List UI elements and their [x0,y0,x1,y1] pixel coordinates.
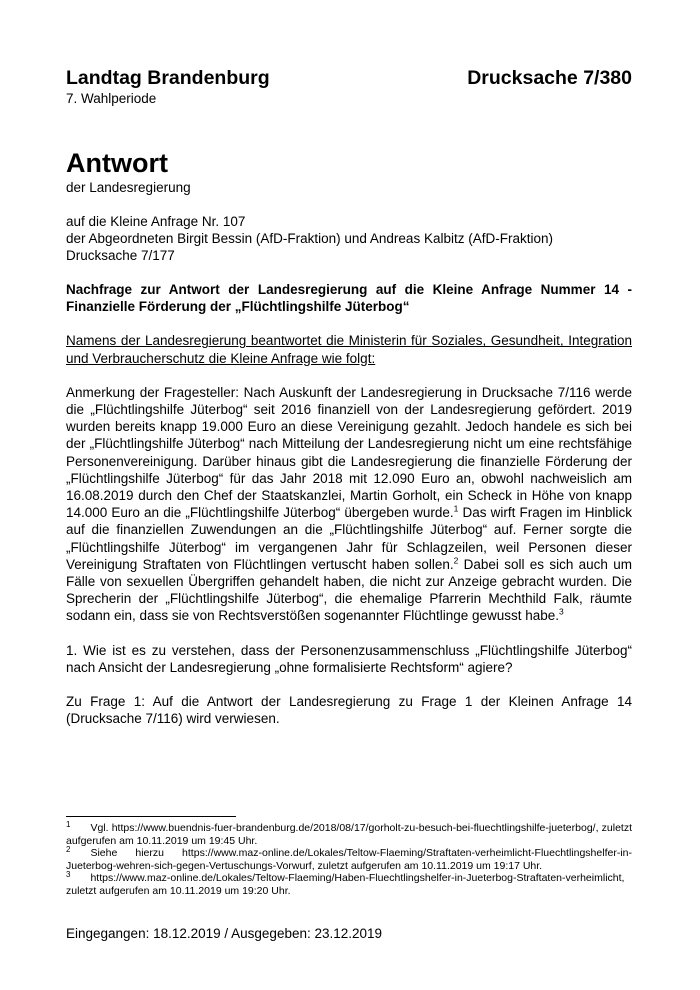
document-title: Antwort [66,148,168,178]
footnotes [66,819,632,898]
received-issued-dates: Eingegangen: 18.12.2019 / Ausgegeben: 23.12.2019 [66,926,383,941]
legislative-period: 7. Wahlperiode [66,91,157,106]
remark-part-3: Dabei soll es sich auch um Fälle von sexuellen Übergriffen gehandelt haben, die nicht zur Anzeige gebracht wurden. Die Sprecherin der „Flüchtlingshilfe Jüterbog“, die ehemalige Pfarrerin Mechthild Falk, räumte sodann ein, dass sie von Rechtsverstößen sogenannter Flüchtlinge gewusst habe. [66,556,632,624]
questioner-remark [66,384,632,625]
remark-part-2: Das wirft Fragen im Hinblick auf die finanziellen Zuwendungen an die „Flüchtlingshilfe Jüterbog“ auf. Ferner sorgte die „Flüchtlingshilfe Jüterbog“ im vergangenen Jahr für Schlagzeilen, weil Personen dieser Vereinigung Straftaten von Flüchtlingen vertuscht haben sollen. [66,505,632,572]
document-subtitle: der Landesregierung [66,180,191,195]
footnote: $^3$ https://www.maz-online.de/Lokales/Teltow-Flaeming/Haben-Fluechtlingshelfer-in-Jueterbog-Straftaten-verheimlicht, zuletzt aufgerufen am 10.11.2019 um 19:20 Uhr. [66,869,625,897]
intro-statement: Namens der Landesregierung beantwortet die Ministerin für Soziales, Gesundheit, Integration und Verbraucherschutz die Kleine Anfrage wie folgt: [66,333,632,366]
document-header [66,66,632,90]
document-page [66,66,632,727]
footnote-ref-1: 1 [453,503,459,514]
inquiry-print-number: Drucksache 7/177 [66,248,175,263]
footnote-ref-2: 2 [453,555,459,566]
footnote: $^2$ Siehe hierzu https://www.maz-online.de/Lokales/Teltow-Flaeming/Straftaten-verheimlicht-Fluechtlingshelfer-in-Jueterbog-wehren-sich-gegen-Vertuschungs-Vorwurf, zuletzt aufgerufen am 10.11.2019 um 19:17 Uhr. [66,844,632,872]
footnote-ref-3: 3 [559,606,564,617]
question-1: 1. Wie ist es zu verstehen, dass der Personenzusammenschluss „Flüchtlingshilfe Jüterbog“ nach Ansicht der Landesregierung „ohne formalisierte Rechtsform“ agiere? [66,642,632,675]
footnote-separator [66,816,236,817]
parliament-name: Landtag Brandenburg [66,67,270,89]
answer-1: Zu Frage 1: Auf die Antwort der Landesregierung zu Frage 1 der Kleinen Anfrage 14 (Drucksache 7/116) wird verwiesen. [66,694,632,727]
subject-heading: Nachfrage zur Antwort der Landesregierung auf die Kleine Anfrage Nummer 14 - Finanzielle Förderung der „Flüchtlingshilfe Jüterbog“ [66,282,632,315]
inquiry-authors: der Abgeordneten Birgit Bessin (AfD-Fraktion) und Andreas Kalbitz (AfD-Fraktion) [66,231,553,246]
inquiry-reference: auf die Kleine Anfrage Nr. 107 [66,214,246,229]
footnote: $^1$ Vgl. https://www.buendnis-fuer-brandenburg.de/2018/08/17/gorholt-zu-besuch-bei-fluechtlingshilfe-jueterbog/, zuletzt aufgerufen am 10.11.2019 um 19:45 Uhr. [66,819,632,847]
remark-part-1: Anmerkung der Fragesteller: Nach Auskunft der Landesregierung in Drucksache 7/116 werde die „Flüchtlingshilfe Jüterbog“ seit 2016 finanziell von der Landesregierung gefördert. 2019 wurden bereits knapp 19.000 Euro an diese Vereinigung gezahlt. Jedoch handele es sich bei der „Flüchtlingshilfe Jüterbog“ nach Mitteilung der Landesregierung nicht um eine rechtsfähige Personenvereinigung. Darüber hinaus gibt die Landesregierung die finanzielle Förderung der „Flüchtlingshilfe Jüterbog“ für das Jahr 2018 mit 12.090 Euro an, obwohl nachweislich am 16.08.2019 durch den Chef der Staatskanzlei, Martin Gorholt, ein Scheck in Höhe von knapp 14.000 Euro an die „Flüchtlingshilfe Jüterbog“ übergeben wurde. [66,384,632,521]
print-number: Drucksache 7/380 [467,67,632,89]
